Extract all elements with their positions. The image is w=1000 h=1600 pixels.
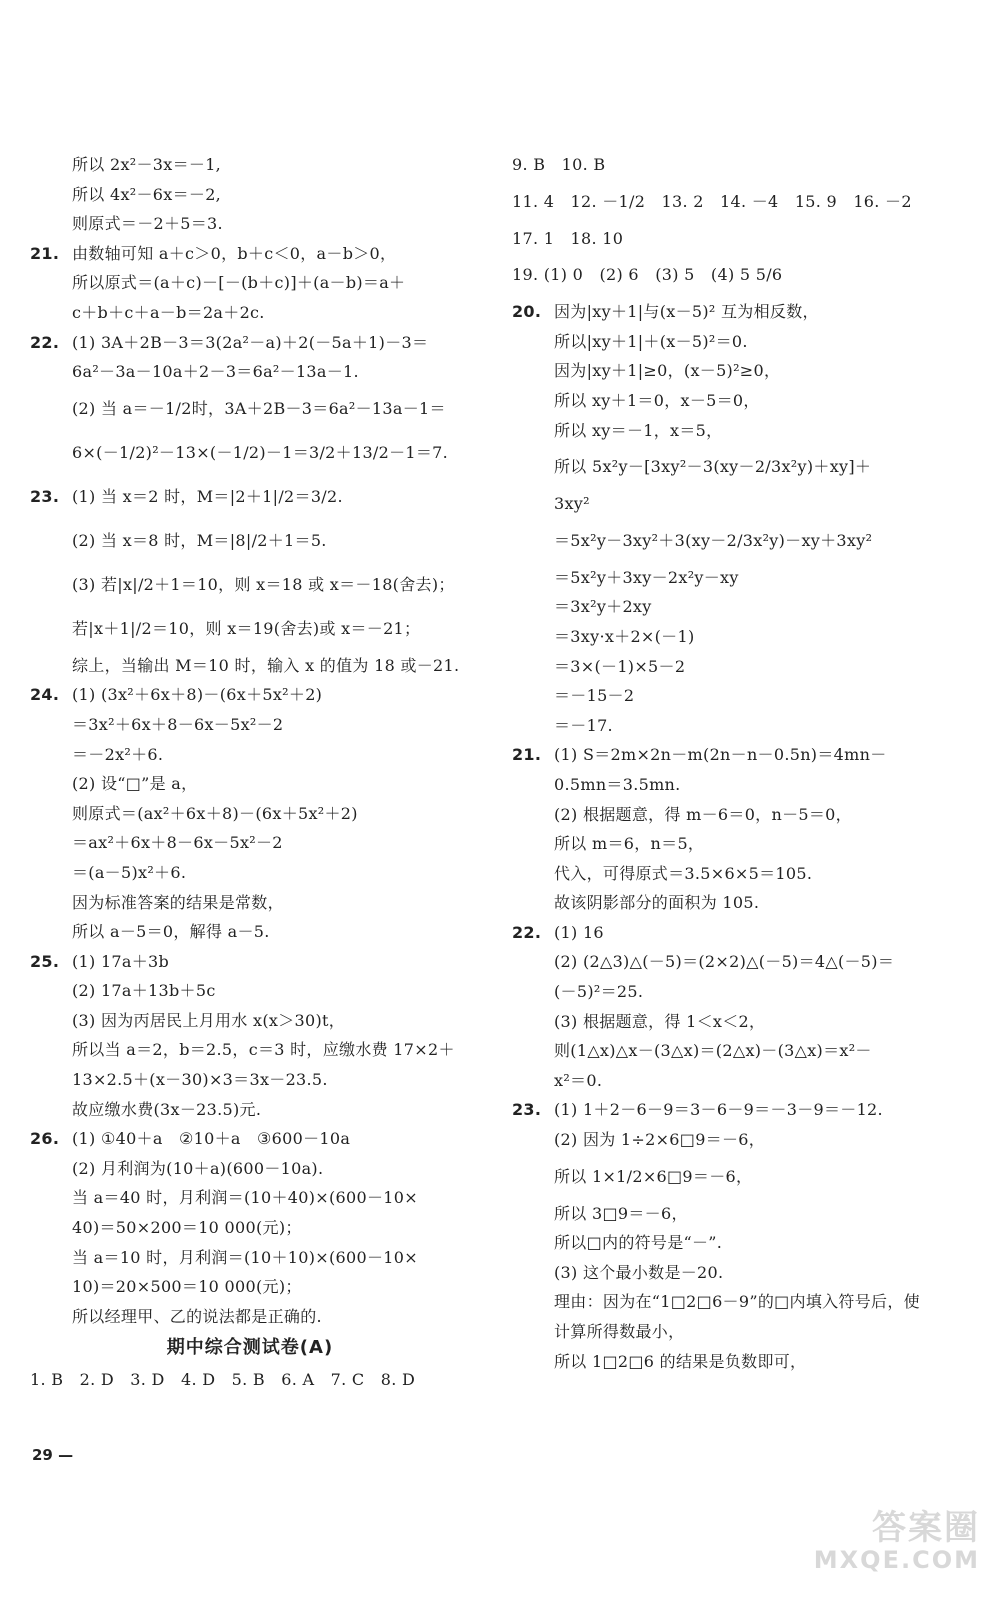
question-number: 22. [30,332,60,352]
answer-text: 0.5mn＝3.5mn. [554,774,681,794]
answer-line [30,947,470,977]
answer-text: 6a²－3a－10a＋2－3＝6a²－13a－1. [72,362,359,382]
answer-text: 11. 4 12. －1/2 13. 2 14. －4 15. 9 16. －2 [512,191,912,211]
answer-line [512,180,950,224]
answer-text: 则原式＝(ax²＋6x＋8)－(6x＋5x²＋2) [72,803,358,823]
answer-line [512,859,950,889]
answer-text: (1) S＝2m×2n－m(2n－n－0.5n)＝4mn－ [554,745,887,765]
answer-text: (2) (2△3)△(－5)＝(2×2)△(－5)＝4△(－5)＝ [554,952,895,972]
answer-line [30,239,470,269]
answer-text: 所以 1□2□6 的结果是负数即可， [554,1351,807,1371]
question-number: 26. [30,1129,60,1149]
answer-line [512,1066,950,1096]
answer-line [512,888,950,918]
answer-text: 当 a＝10 时，月利润＝(10＋10)×(600－10× [72,1247,418,1267]
answer-line [512,489,950,519]
answer-text: (3) 根据题意，得 1＜x＜2， [554,1011,766,1031]
answer-line [30,1095,470,1125]
answer-line [512,1036,950,1066]
answer-line [512,519,950,563]
answer-line [512,1095,950,1125]
answer-line [512,1199,950,1229]
answer-text: 所以|xy＋1|＋(x－5)²＝0. [554,331,748,351]
section-title: 期中综合测试卷(A) [166,1337,334,1359]
answer-line [512,918,950,948]
answer-text: 19. (1) 0 (2) 6 (3) 5 (4) 5 5/6 [512,265,783,285]
answer-line [30,1213,470,1243]
answer-text: 由数轴可知 a＋c＞0，b＋c＜0，a－b＞0， [72,243,397,263]
answer-line [512,1007,950,1037]
answer-text: 所以原式＝(a＋c)－[－(b＋c)]＋(a－b)＝a＋ [72,273,406,293]
answer-text: ＝3xy·x＋2×(－1) [554,626,695,646]
question-number: 22. [512,922,542,942]
answer-text: (1) 17a＋3b [72,951,170,971]
watermark-text: 答案圈 [872,1508,980,1548]
answer-line [512,445,950,489]
answer-text: (2) 当 a＝－1/2时，3A＋2B－3＝6a²－13a－1＝ [72,398,446,418]
answer-line [30,740,470,770]
answer-line [512,800,950,830]
answer-line [30,209,470,239]
answer-text: (1) (3x²＋6x＋8)－(6x＋5x²＋2) [72,685,323,705]
answer-line [30,1154,470,1184]
answer-text: 综上，当输出 M＝10 时，输入 x 的值为 18 或－21. [72,655,460,675]
answer-line [30,680,470,710]
answer-line [512,150,950,180]
answer-text: c＋b＋c＋a－b＝2a＋2c. [72,302,265,322]
answer-line [512,253,950,297]
answer-text: 13×2.5＋(x－30)×3＝3x－23.5. [72,1070,328,1090]
answer-line [30,607,470,651]
answer-text: (2) 17a＋13b＋5c [72,981,216,1001]
answer-text: 因为|xy＋1|与(x－5)² 互为相反数， [554,302,819,322]
answer-line [30,858,470,888]
answer-line [512,1317,950,1347]
answer-text: 理由：因为在“1□2□6－9”的□内填入符号后，使 [554,1292,920,1312]
answer-line [30,1124,470,1154]
answer-text: ＝5x²y－3xy²＋3(xy－2/3x²y)－xy＋3xy² [554,530,873,550]
answer-line [30,769,470,799]
answer-line [512,681,950,711]
answer-line [512,711,950,741]
answer-text: ＝3×(－1)×5－2 [554,656,686,676]
answer-line [30,888,470,918]
answer-line [30,387,470,431]
answer-line [30,563,470,607]
answer-text: 所以 a－5＝0，解得 a－5. [72,922,270,942]
answer-text: 则(1△x)△x－(3△x)＝(2△x)－(3△x)＝x²－ [554,1041,872,1061]
answer-text: ＝－17. [554,715,613,735]
question-number: 24. [30,685,60,705]
answer-line [512,327,950,357]
answer-text: ＝(a－5)x²＋6. [72,862,187,882]
answer-line [512,1228,950,1258]
answer-line [30,1272,470,1302]
answer-line [512,1347,950,1377]
answer-text: (1) 3A＋2B－3＝3(2a²－a)＋2(－5a＋1)－3＝ [72,332,429,352]
question-number: 25. [30,951,60,971]
answer-text: 所以经理甲、乙的说法都是正确的. [72,1306,322,1326]
question-number: 21. [30,243,60,263]
answer-text: 所以 4x²－6x＝－2, [72,184,222,204]
answer-line [512,416,950,446]
answer-text: (1) 1＋2－6－9＝3－6－9＝－3－9＝－12. [554,1100,883,1120]
page-number: 29 — [32,1446,74,1464]
answer-line [512,356,950,386]
answer-text: (3) 若|x|/2＋1＝10，则 x＝18 或 x＝－18(舍去)； [72,574,455,594]
answer-line [30,976,470,1006]
answer-line [512,592,950,622]
watermark-url: MXQE.COM [813,1546,980,1574]
answer-line [512,622,950,652]
answer-text: (2) 月利润为(10＋a)(600－10a). [72,1158,324,1178]
answer-line [512,1258,950,1288]
left-column [30,150,470,1395]
answer-text: 若|x＋1|/2＝10，则 x＝19(舍去)或 x＝－21； [72,618,421,638]
answer-text: ＝－2x²＋6. [72,744,164,764]
answer-text: 所以 xy＝－1，x＝5， [554,420,723,440]
answer-text: 所以 m＝6，n＝5， [554,834,705,854]
answer-text: ＝5x²y＋3xy－2x²y－xy [554,567,739,587]
question-number: 20. [512,302,542,322]
answer-text: 所以 2x²－3x＝－1, [72,155,222,174]
answers-row: 1. B 2. D 3. D 4. D 5. B 6. A 7. C 8. D [30,1370,416,1390]
answer-line [30,710,470,740]
answer-text: (3) 因为丙居民上月用水 x(x＞30)t， [72,1010,346,1030]
answer-line [30,651,470,681]
answer-line [30,150,470,180]
answer-line [512,224,950,254]
answer-text: 故该阴影部分的面积为 105. [554,893,760,913]
answer-text: 所以 xy＋1＝0，x－5＝0， [554,390,760,410]
answer-text: (2) 当 x＝8 时，M＝|8|/2＋1＝5. [72,530,327,550]
answer-text: 所以当 a＝2，b＝2.5，c＝3 时，应缴水费 17×2＋ [72,1040,455,1060]
answer-text: 则原式＝－2＋5＝3. [72,214,223,234]
answer-line [30,298,470,328]
answer-text: ＝3x²y＋2xy [554,597,652,617]
answer-line [30,328,470,358]
answer-text: 40)＝50×200＝10 000(元)； [72,1218,302,1238]
answer-line [512,1125,950,1155]
answer-text: ＝－15－2 [554,686,635,706]
answer-text: x²＝0. [554,1070,603,1090]
answer-line [30,357,470,387]
answer-text: (2) 根据题意，得 m－6＝0，n－5＝0， [554,804,852,824]
answer-text: 9. B 10. B [512,155,606,174]
answer-text: 因为|xy＋1|≥0，(x－5)²≥0， [554,361,781,381]
answer-line [512,1287,950,1317]
answer-text: 3xy² [554,494,590,514]
answer-line [512,977,950,1007]
answer-text: (2) 因为 1÷2×6□9＝－6， [554,1130,766,1150]
answer-line [30,1035,470,1065]
answer-line [30,519,470,563]
answer-text: (－5)²＝25. [554,982,644,1002]
answer-line [30,917,470,947]
answer-line [30,1065,470,1095]
answer-line [30,1243,470,1273]
answer-text: ＝3x²＋6x＋8－6x－5x²－2 [72,714,284,734]
answer-text: 17. 1 18. 10 [512,228,624,248]
answer-line [512,947,950,977]
answer-text: 代入，可得原式＝3.5×6×5＝105. [554,863,813,883]
answer-text: 所以 3□9＝－6， [554,1203,688,1223]
answer-line [512,563,950,593]
question-number: 23. [512,1100,542,1120]
answer-text: 所以□内的符号是“－”. [554,1233,723,1253]
answer-text: 因为标准答案的结果是常数， [72,892,284,912]
answer-text: 所以 5x²y－[3xy²－3(xy－2/3x²y)＋xy]＋ [554,457,872,477]
answer-line [30,1302,470,1332]
answer-text: (3) 这个最小数是－20. [554,1262,724,1282]
answer-line [512,297,950,327]
answer-text: (2) 设“□”是 a， [72,774,198,794]
answer-line [30,1183,470,1213]
question-number: 21. [512,745,542,765]
answer-line [30,180,470,210]
answer-line [30,799,470,829]
answer-line [512,1155,950,1199]
watermark-logo [780,1500,980,1580]
answer-line [512,386,950,416]
right-column [512,150,950,1376]
answer-line [512,770,950,800]
answer-text: (1) ①40＋a ②10＋a ③600－10a [72,1129,351,1149]
answer-line [30,268,470,298]
answer-text: (1) 16 [554,922,604,942]
answer-line [512,829,950,859]
answer-text: 当 a＝40 时，月利润＝(10＋40)×(600－10× [72,1188,418,1208]
answer-text: ＝ax²＋6x＋8－6x－5x²－2 [72,833,283,853]
answer-text: 所以 1×1/2×6□9＝－6， [554,1166,753,1186]
answer-text: (1) 当 x＝2 时，M＝|2＋1|/2＝3/2. [72,486,343,506]
answer-text: 10)＝20×500＝10 000(元)； [72,1277,302,1297]
answer-line [30,475,470,519]
answer-line [30,1006,470,1036]
answer-line [30,828,470,858]
answer-line [512,652,950,682]
answer-text: 故应缴水费(3x－23.5)元. [72,1099,262,1119]
answer-text: 计算所得数最小， [554,1322,685,1341]
answer-line [512,740,950,770]
answer-text: 6×(－1/2)²－13×(－1/2)－1＝3/2＋13/2－1＝7. [72,442,449,462]
question-number: 23. [30,486,60,506]
answer-line [30,431,470,475]
